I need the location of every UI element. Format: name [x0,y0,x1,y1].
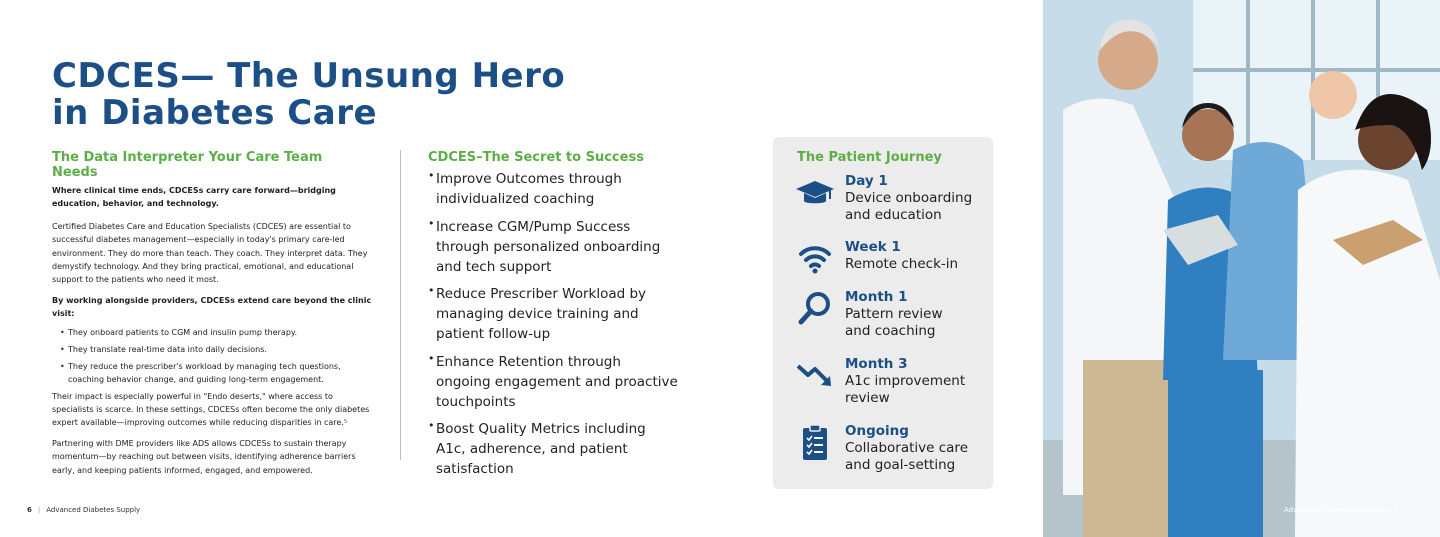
footer-left [27,506,140,514]
step-time: Month 1 [845,289,908,305]
step-time: Day 1 [845,173,888,189]
list-item: • Enhance Retention through ongoing engagement and proactive touchpoints [428,352,678,412]
list-item: • Reduce Prescriber Workload by managing device training and patient follow-up [428,284,678,344]
step-description: A1c improvement review [845,373,966,406]
magnifier-icon [795,289,835,329]
lead-paragraph: Where clinical time ends, CDCESs carry care forward—bridging education, behavior, and technology. [52,186,336,209]
section-heading: CDCES–The Secret to Success [428,150,644,165]
wifi-icon [795,239,835,279]
success-list [428,169,678,479]
clipboard-checklist-icon [795,423,835,463]
list-item: • Improve Outcomes through individualized coaching [428,169,678,209]
body-paragraph: Partnering with DME providers like ADS allows CDCESs to sustain therapy momentum—by reaching out between visits, identifying adherence barriers early, and keeping patients informed, engaged, and empowered. [52,438,356,475]
graduation-cap-icon [795,173,835,213]
list-item: • Increase CGM/Pump Success through personalized onboarding and tech support [428,217,678,277]
page-number: 6 [27,506,32,514]
footer-brand: Advanced Diabetes Supply [46,506,141,514]
title-line-1: CDCES— The Unsung Hero [52,56,566,96]
body-paragraph: Certified Diabetes Care and Education Specialists (CDCES) are essential to successful diabetes management—especially in today's primary care-led environment. They do more than teach. They coach. They interpret data. They demystify technology. And they bring practical, emotional, and educational support to the patients who need it most. [52,221,368,285]
clinicians-photo [1043,0,1440,537]
list-item: • They reduce the prescriber's workload by managing tech questions, coaching behavior change, and guiding long-term engagement. [60,360,372,386]
section-heading: The Data Interpreter Your Care Team Needs [52,150,323,180]
column-divider [400,150,401,460]
secret-to-success-section [428,150,678,487]
step-description: Pattern review and coaching [845,306,943,339]
step-time: Week 1 [845,239,901,255]
trend-down-icon [795,356,835,396]
clinicians-illustration [1043,0,1440,537]
step-time: Month 3 [845,356,908,372]
footer-separator: | [37,506,41,514]
page-title [52,58,565,132]
list-item: • Boost Quality Metrics including A1c, adherence, and patient satisfaction [428,419,678,479]
patient-journey-panel [773,137,993,489]
title-line-2: in Diabetes Care [52,93,378,133]
list-item: • They onboard patients to CGM and insulin pump therapy. [60,326,372,339]
panel-heading: The Patient Journey [797,150,942,165]
footer-right [1284,506,1409,514]
step-description: Collaborative care and goal-setting [845,440,968,473]
footer-website-link[interactable]: AdvancedDiabetesSupply.com [1284,506,1390,514]
footer-separator: | [1395,506,1399,514]
step-time: Ongoing [845,423,909,439]
step-description: Device onboarding and education [845,190,973,223]
step-description: Remote check-in [845,256,959,272]
data-interpreter-section [52,150,372,484]
bullet-list [52,326,372,386]
list-item: • They translate real-time data into daily decisions. [60,343,372,356]
body-paragraph: Their impact is especially powerful in "Endo deserts," where access to specialists is scarce. In these settings, CDCESs often become the only diabetes expert available—improving outcomes while reducing disparities in care.⁵ [52,391,370,428]
bullets-intro: By working alongside providers, CDCESs extend care beyond the clinic visit: [52,295,372,319]
page-number: 7 [1404,506,1409,514]
